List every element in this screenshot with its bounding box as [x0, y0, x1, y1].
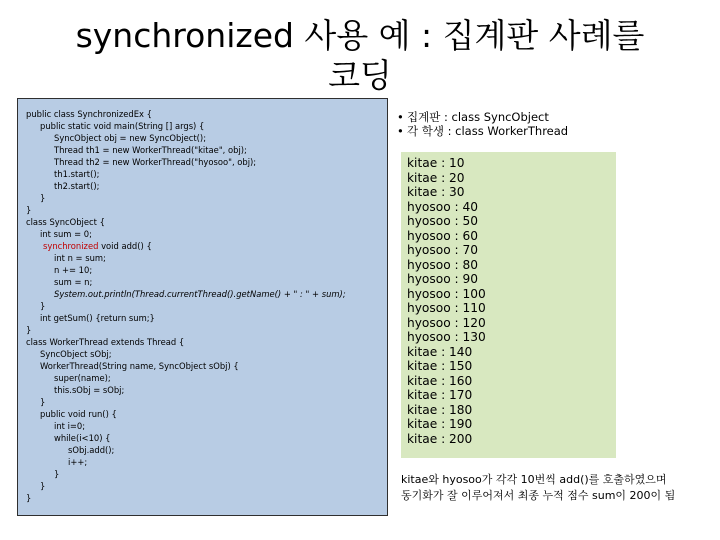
output-line: hyosoo : 40 — [407, 199, 479, 214]
slide-title-line2: 코딩 — [328, 56, 392, 95]
code-text: sObj.add(); — [68, 445, 115, 455]
code-text: } — [40, 193, 46, 203]
output-line: kitae : 140 — [407, 344, 473, 359]
code-text: } — [40, 481, 46, 491]
code-line — [26, 252, 387, 264]
bullet-marker: • — [397, 124, 404, 138]
code-line — [26, 156, 387, 168]
code-line — [26, 480, 387, 492]
code-text: } — [40, 301, 46, 311]
code-text: class SyncObject { — [26, 217, 105, 227]
code-line — [26, 288, 387, 300]
code-line — [26, 300, 387, 312]
output-line: hyosoo : 90 — [407, 272, 479, 286]
output-line: hyosoo : 80 — [407, 257, 479, 272]
code-line — [26, 120, 387, 132]
code-line — [26, 192, 387, 204]
code-line — [26, 312, 387, 324]
code-line — [26, 144, 387, 156]
code-line — [26, 372, 387, 384]
slide-title-line1: synchronized 사용 예 : 집계판 사례를 — [75, 16, 645, 55]
output-line: kitae : 10 — [407, 156, 465, 170]
output-line: hyosoo : 120 — [407, 315, 486, 330]
code-line — [26, 180, 387, 192]
code-keyword: synchronized — [43, 241, 99, 251]
code-text: } — [40, 397, 46, 407]
code-text: Thread th1 = new WorkerThread("kitae", obj); — [54, 145, 247, 155]
code-text: } — [26, 325, 32, 335]
code-text: class WorkerThread extends Thread { — [26, 337, 185, 347]
code-line — [26, 132, 387, 144]
code-line — [26, 324, 387, 336]
code-line — [26, 468, 387, 480]
code-line — [26, 204, 387, 216]
code-text: public void run() { — [40, 409, 117, 419]
code-line — [26, 264, 387, 276]
code-line — [26, 348, 387, 360]
bullet-text: 집계판 : class SyncObject — [407, 110, 549, 124]
code-line — [26, 420, 387, 432]
code-line — [26, 228, 387, 240]
code-text: WorkerThread(String name, SyncObject sObj) { — [40, 361, 239, 371]
summary-note — [401, 472, 716, 503]
output-line: kitae : 190 — [407, 417, 473, 431]
code-line — [26, 168, 387, 180]
code-text: int sum = 0; — [40, 229, 92, 239]
output-line: kitae : 180 — [407, 402, 473, 417]
output-line: kitae : 20 — [407, 170, 465, 185]
code-text: int i=0; — [54, 421, 86, 431]
code-text: public static void main(String [] args) { — [40, 121, 205, 131]
output-line: kitae : 170 — [407, 388, 473, 402]
code-line — [26, 108, 387, 120]
code-text: SyncObject obj = new SyncObject(); — [54, 133, 207, 143]
code-text: void add() { — [98, 241, 152, 251]
code-text: sum = n; — [54, 277, 93, 287]
output-line: hyosoo : 100 — [407, 286, 486, 301]
bullet-text: 각 학생 : class WorkerThread — [407, 124, 569, 138]
code-line — [26, 216, 387, 228]
output-line: kitae : 30 — [407, 185, 465, 199]
code-text: th2.start(); — [54, 181, 100, 191]
code-line — [26, 396, 387, 408]
code-text: public class SynchronizedEx { — [26, 109, 152, 119]
code-text: } — [26, 493, 32, 503]
code-text: System.out.println(Thread.currentThread().getName() + " : " + sum); — [54, 289, 346, 299]
code-panel — [17, 98, 388, 516]
code-text: SyncObject sObj; — [40, 349, 112, 359]
summary-note-line1: kitae와 hyosoo가 각각 10번씩 add()를 호출하였으며 — [401, 473, 667, 486]
output-line: kitae : 200 — [407, 431, 473, 446]
bullet-item — [397, 124, 568, 138]
output-line: hyosoo : 50 — [407, 214, 479, 228]
slide-title — [0, 16, 720, 96]
code-text: n += 10; — [54, 265, 93, 275]
code-text: int getSum() {return sum;} — [40, 313, 155, 323]
code-line — [26, 408, 387, 420]
bullet-item — [397, 110, 568, 124]
code-text: } — [26, 205, 32, 215]
code-line — [26, 360, 387, 372]
output-line: hyosoo : 60 — [407, 228, 479, 243]
code-text: while(i<10) { — [54, 433, 111, 443]
code-line — [26, 432, 387, 444]
bullet-list — [397, 110, 568, 138]
code-line — [26, 336, 387, 348]
output-line: hyosoo : 130 — [407, 330, 486, 344]
code-text: super(name); — [54, 373, 111, 383]
code-line — [26, 444, 387, 456]
summary-note-line2: 동기화가 잘 이루어져서 최종 누적 점수 sum이 200이 됨 — [401, 488, 676, 502]
output-line: hyosoo : 110 — [407, 301, 486, 315]
output-line: kitae : 150 — [407, 359, 473, 373]
code-line — [26, 276, 387, 288]
code-text: th1.start(); — [54, 169, 100, 179]
console-output-panel — [401, 152, 616, 458]
code-text: i++; — [68, 457, 88, 467]
code-text: Thread th2 = new WorkerThread("hyosoo", obj); — [54, 157, 257, 167]
code-line — [26, 384, 387, 396]
output-line: hyosoo : 70 — [407, 243, 479, 257]
code-text: this.sObj = sObj; — [54, 385, 125, 395]
code-text: } — [54, 469, 60, 479]
code-line — [26, 240, 387, 252]
code-line — [26, 456, 387, 468]
bullet-marker: • — [397, 110, 404, 124]
code-text: int n = sum; — [54, 253, 106, 263]
code-line — [26, 492, 387, 504]
output-line: kitae : 160 — [407, 373, 473, 388]
